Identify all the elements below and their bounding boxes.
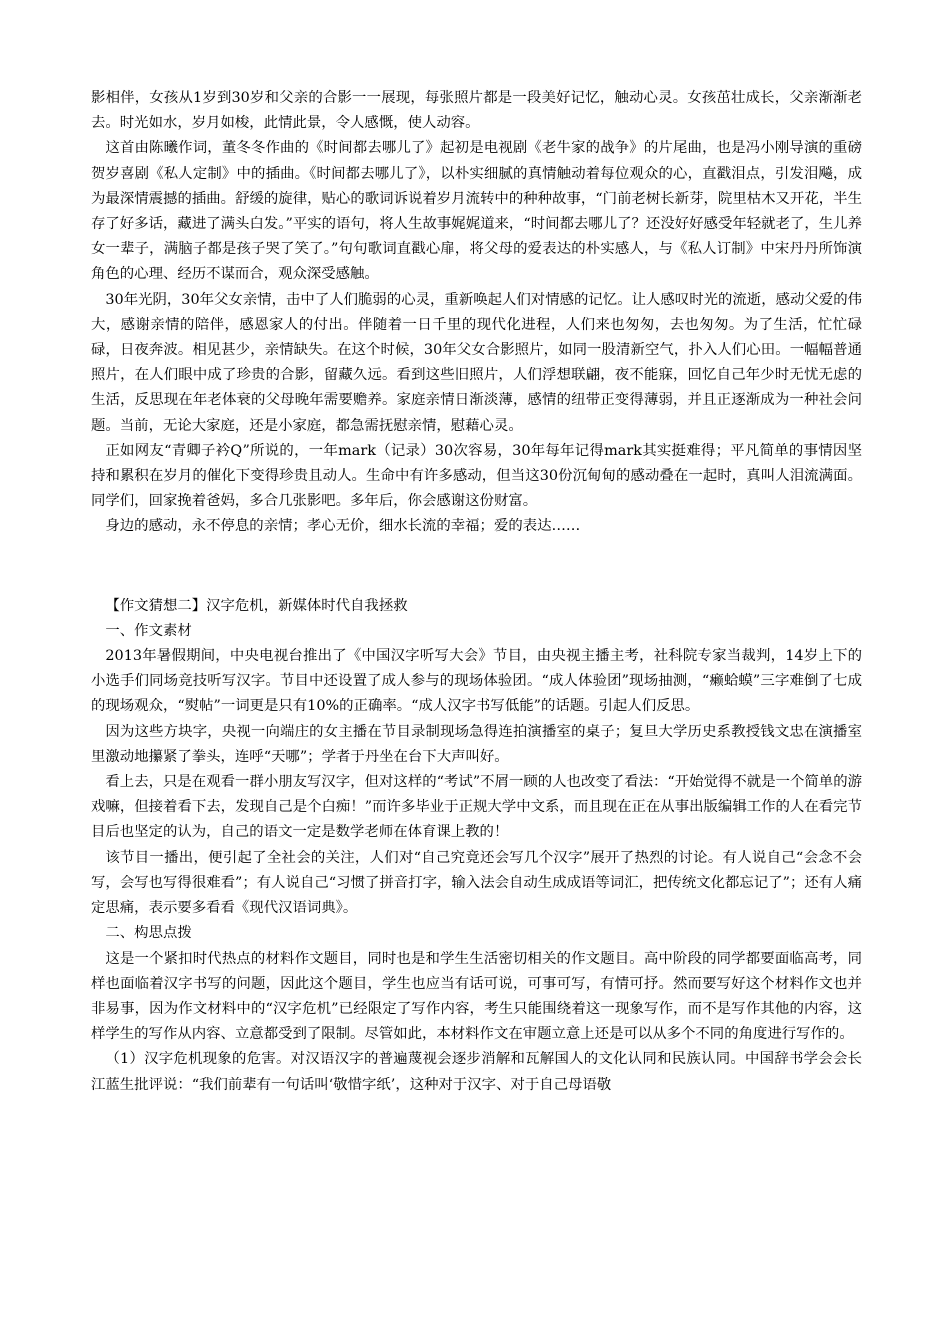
section-spacer [91,540,862,594]
material-paragraph: 因为这些方块字，央视一向端庄的女主播在节目录制现场急得连拍演播室的桌子；复旦大学历史系教授钱文忠在演播室里激动地攥紧了拳头，连呼“天哪”；学者于丹坐在台下大声叫好。 [91,723,862,765]
analysis-paragraph: （1）汉字危机现象的危害。对汉语汉字的普遍蔑视会逐步消解和瓦解国人的文化认同和民族认同。中国辞书学会会长江蓝生批评说：“我们前辈有一句话叫‘敬惜字纸’，这种对于汉字、对于自己母语敬 [91,1051,862,1093]
heading-material: 一、作文素材 [105,622,192,639]
material-paragraph: 2013年暑假期间，中央电视台推出了《中国汉字听写大会》节目，由央视主播主考，社科院专家当裁判，14岁上下的小选手们同场竞技听写汉字。节目中还设置了成人参与的现场体验团。“成人体验团”现场抽测，“癞蛤蟆”三字难倒了七成的现场观众，“熨帖”一词更是只有10%的正确率。“成人汉字书写低能”的话题。引起人们反思。 [91,648,862,715]
document-page [91,86,862,1098]
analysis-paragraph: 这是一个紧扣时代热点的材料作文题目，同时也是和学生生活密切相关的作文题目。高中阶段的同学都要面临高考，同样也面临着汉字书写的问题，因此这个题目，学生也应当有话可说，可事可写，有情可抒。然而要写好这个材料作文也并非易事，因为作文材料中的“汉字危机”已经限定了写作内容，考生只能围绕着这一现象写作，而不是写作其他的内容，这样学生的写作从内容、立意都受到了限制。尽管如此，本材料作文在审题立意上还是可以从多个不同的角度进行写作的。 [91,950,862,1043]
song-paragraph: 这首由陈曦作词，董冬冬作曲的《时间都去哪儿了》起初是电视剧《老牛家的战争》的片尾曲，也是冯小刚导演的重磅贺岁喜剧《私人定制》中的插曲。《时间都去哪儿了》，以朴实细腻的真情触动着每位观众的心，直戳泪点，引发泪飚，成为最深情震撼的插曲。舒缓的旋律，贴心的歌词诉说着岁月流转中的种种故事，“门前老树长新芽，院里枯木又开花，半生存了好多话，藏进了满头白发。”平实的语句，将人生故事娓娓道来，“时间都去哪儿了？还没好好感受年轻就老了，生儿养女一辈子，满脑子都是孩子哭了笑了。”句句歌词直戳心扉，将父母的爱表达的朴实感人，与《私人订制》中宋丹丹所饰演角色的心理、经历不谋而合，观众深受感触。 [91,140,862,283]
quote-paragraph: 正如网友“青卿子衿Q”所说的，一年mark（记录）30次容易，30年每年记得mark其实挺难得；平凡简单的事情因坚持和累积在岁月的催化下变得珍贵且动人。生命中有许多感动，但当这30份沉甸甸的感动叠在一起时，真叫人泪流满面。同学们，回家挽着爸妈，多合几张影吧。多年后，你会感谢这份财富。 [91,442,862,510]
heading-analysis: 二、构思点拨 [105,925,192,942]
material-paragraph: 看上去，只是在观看一群小朋友写汉字，但对这样的“考试”不屑一顾的人也改变了看法：“开始觉得不就是一个简单的游戏嘛，但接着看下去，发现自己是个白痴！”而许多毕业于正规大学中文系，而且现在正在从事出版编辑工作的人在看完节目后也坚定的认为，自己的语文一定是数学老师在体育课上教的！ [91,774,862,841]
section-title: 【作文猜想二】汉字危机，新媒体时代自我拯救 [105,597,408,614]
intro-paragraph: 影相伴，女孩从1岁到30岁和父亲的合影一一展现，每张照片都是一段美好记忆，触动心灵。女孩茁壮成长，父亲渐渐老去。时光如水，岁月如梭，此情此景，令人感慨，使人动容。 [91,90,862,132]
reflection-paragraph: 30年光阴，30年父女亲情，击中了人们脆弱的心灵，重新唤起人们对情感的记忆。让人感叹时光的流逝，感动父爱的伟大，感谢亲情的陪伴，感恩家人的付出。伴随着一日千里的现代化进程，人们来也匆匆，去也匆匆。为了生活，忙忙碌碌，日夜奔波。相见甚少，亲情缺失。在这个时候，30年父女合影照片，如同一股清新空气，扑入人们心田。一幅幅普通照片，在人们眼中成了珍贵的合影，留藏久远。看到这些旧照片，人们浮想联翩，夜不能寐，回忆自己年少时无忧无虑的生活，反思现在年老体衰的父母晚年需要赡养。家庭亲情日渐淡薄，感情的纽带正变得薄弱，并且正逐渐成为一种社会问题。当前，无论大家庭，还是小家庭，都急需抚慰亲情，慰藉心灵。 [91,291,862,434]
closing-paragraph: 身边的感动，永不停息的亲情；孝心无价，细水长流的幸福；爱的表达…… [105,518,581,535]
material-paragraph: 该节目一播出，便引起了全社会的关注，人们对“自己究竟还会写几个汉字”展开了热烈的讨论。有人说自己“会念不会写，会写也写得很难看”；有人说自己“习惯了拼音打字，输入法会自动生成成语等词汇，把传统文化都忘记了”；还有人痛定思痛，表示要多看看《现代汉语词典》。 [91,849,862,917]
